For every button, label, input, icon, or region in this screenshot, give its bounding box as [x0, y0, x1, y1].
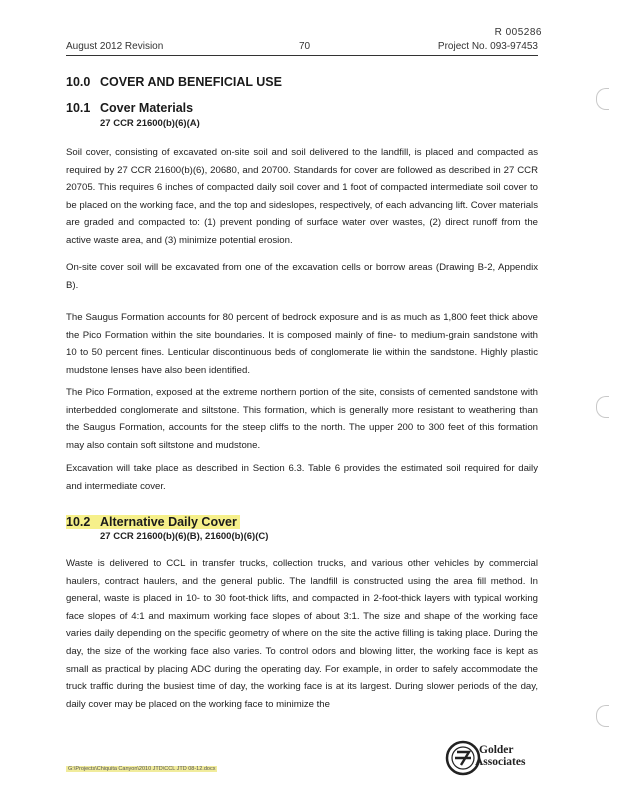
subsection-heading-alternative-daily-cover: [66, 515, 240, 529]
punch-hole-mark: [596, 88, 609, 110]
subsection-heading-cover-materials: [66, 101, 193, 115]
section-title: COVER AND BENEFICIAL USE: [100, 75, 282, 89]
paragraph-pico-formation: The Pico Formation, exposed at the extreme northern portion of the site, consists of cemented sandstone with interbedded conglomerate and siltstone. This formation, which is generally more resistant to weathering than the Saugus Formation, accounts for the steep cliffs to the north. The upper 200 to 300 feet of this formation may also contain soft siltstone and mudstone.: [66, 387, 538, 451]
bates-number: R 005286: [494, 27, 542, 38]
subsection-citation: 27 CCR 21600(b)(6)(B), 21600(b)(6)(C): [100, 531, 269, 542]
paragraph-onsite-cover-soil: On-site cover soil will be excavated from one of the excavation cells or borrow areas (Drawing B-2, Appendix B).: [66, 262, 538, 291]
subsection-title: Cover Materials: [100, 101, 194, 115]
punch-hole-mark: [596, 705, 609, 727]
punch-hole-mark: [596, 396, 609, 418]
header-page-number: 70: [299, 41, 311, 52]
paragraph-saugus-formation: The Saugus Formation accounts for 80 percent of bedrock exposure and is as much as 1,800 feet thick above the Pico Formation within the site boundaries. It is composed mainly of fine- to medium-grain sandstone with 10 to 50 percent fines. Lenticular discontinuous beds of conglomerate lie within the sandstone. Highly plastic mudstone lenses have also been identified.: [66, 312, 538, 376]
page-header: [66, 41, 538, 54]
paragraph-excavation: Excavation will take place as described in Section 6.3. Table 6 provides the estimated soil required for daily and intermediate cover.: [66, 463, 538, 492]
paragraph-soil-cover: Soil cover, consisting of excavated on-site soil and soil delivered to the landfill, is placed and compacted as required by 27 CCR 21600(b)(6), 20680, and 20700. Standards for cover are followed as described in 27 CCR 20705. This requires 6 inches of compacted daily soil cover and 1 foot of compacted intermediate soil cover to be placed on the working face, and the top and sideslopes, respectively, of each advancing lift. Cover materials are graded and compacted to: (1) prevent ponding of surface water over wastes, (2) direct runoff from the active waste area, and (3) minimize potential erosion.: [66, 147, 538, 246]
subsection-citation: 27 CCR 21600(b)(6)(A): [100, 118, 200, 129]
header-divider: [66, 55, 538, 56]
section-heading: [66, 75, 282, 89]
logo-line-2: Associates: [475, 756, 526, 768]
subsection-number: 10.1: [66, 101, 91, 115]
section-number: 10.0: [66, 75, 91, 89]
golder-logo-wordmark: [475, 744, 526, 768]
header-revision-date: August 2012 Revision: [66, 41, 164, 52]
header-project-number: Project No. 093-97453: [437, 41, 538, 52]
subsection-title: Alternative Daily Cover: [100, 515, 237, 529]
footer-file-path: G:\Projects\Chiquita Canyon\2010 JTD\CCL JTD 08-12.docx: [68, 766, 216, 772]
subsection-number: 10.2: [66, 515, 91, 529]
logo-line-1: Golder: [479, 744, 514, 756]
paragraph-waste-delivery: Waste is delivered to CCL in transfer trucks, collection trucks, and various other vehicles by commercial haulers, contract haulers, and the general public. The landfill is constructed using the area fill method. In general, waste is placed in 10- to 30 foot-thick lifts, and compacted in 2-foot-thick layers with typical working face slopes of 4:1 and maximum working face slopes of about 3:1. The size and shape of the working face varies daily depending on the specific geometry of where on the site the active filling is taking place. During the day, the size of the working face also varies. To control odors and blowing litter, the working face is kept as small as practical by placing ADC during the operating day. For example, in order to safely accommodate the truck traffic during the busiest time of day, the working face is at its largest. During slower periods of the day, daily cover may be placed on the working face to minimize the: [66, 558, 538, 710]
